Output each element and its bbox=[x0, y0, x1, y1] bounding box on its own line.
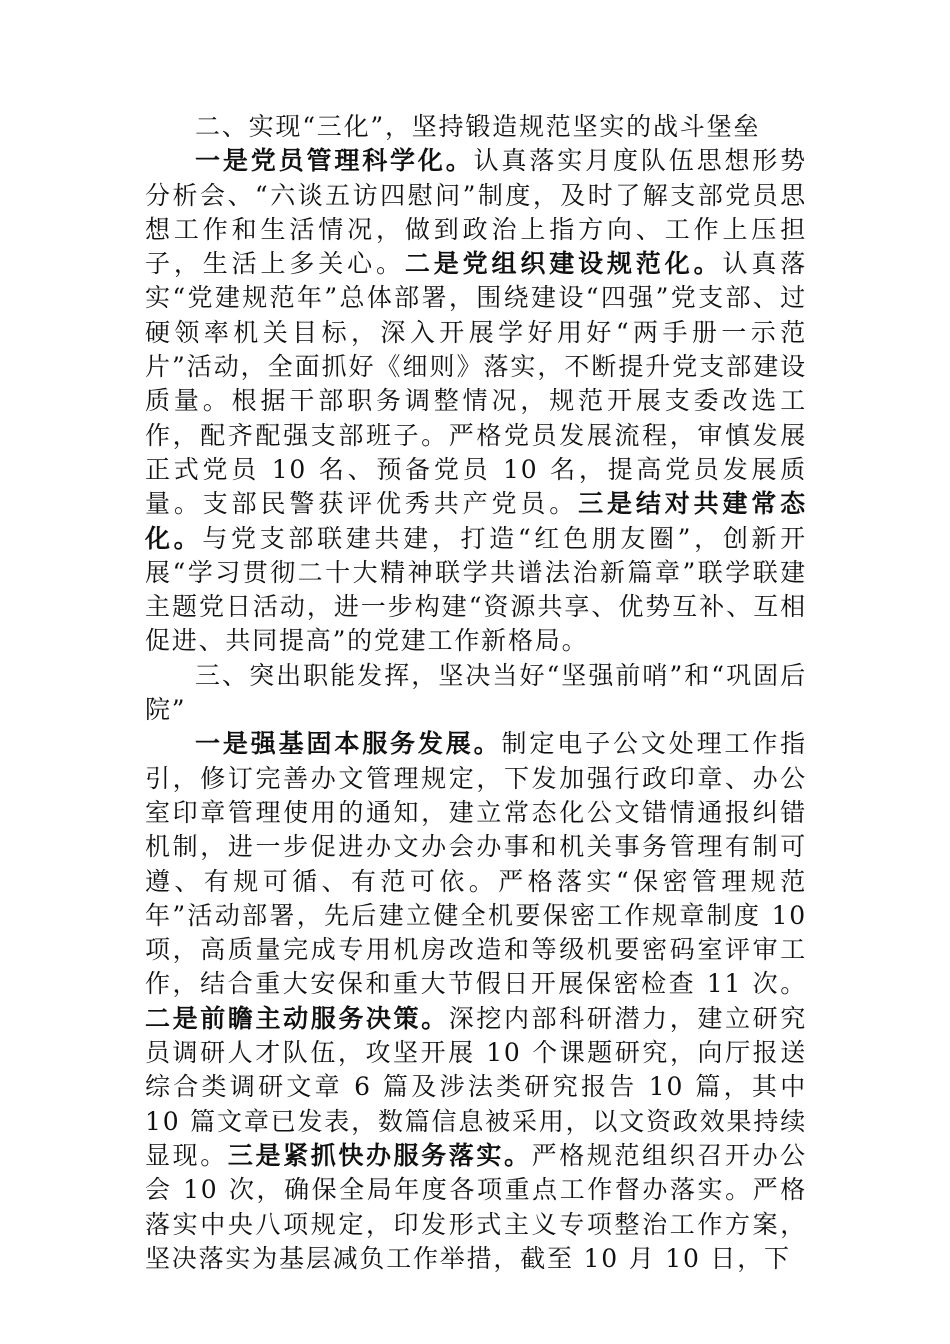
point-text: 严格规范组织召开办公会 10 次，确保全局年度各项重点工作督办落实。严格落实中央八项规定，印发形式主义专项整治工作方案，坚决落实为基层减负工作举措，截至 10 月 10 日，下 bbox=[145, 1140, 807, 1273]
document-page bbox=[145, 110, 807, 1276]
point-text: 与党支部联建共建，打造“红色朋友圈”，创新开展“学习贯彻二十大精神联学共谱法治新篇章”联学联建主题党日活动，进一步构建“资源共享、优势互补、互相促进、共同提高”的党建工作新格局。 bbox=[145, 523, 807, 656]
point-text: 认真落实“党建规范年”总体部署，围绕建设“四强”党支部、过硬领率机关目标，深入开展学好用好“两手册一示范片”活动，全面抓好《细则》落实，不断提升党支部建设质量。根据干部职务调整情况，规范开展支委改选工作，配齐配强支部班子。严格党员发展流程，审慎发展正式党员 10 名、预备党员 10 名，提高党员发展质量。支部民警获评优秀共产党员。 bbox=[145, 249, 807, 519]
point-title: 三是结对共建常态化。 bbox=[145, 489, 807, 553]
point-title: 一是党员管理科学化。 bbox=[195, 146, 474, 176]
point-title: 一是强基固本服务发展。 bbox=[195, 729, 502, 759]
section-heading: 三、突出职能发挥，坚决当好“坚强前哨”和“巩固后院” bbox=[145, 660, 807, 725]
section-heading: 二、实现“三化”，坚持锻造规范坚实的战斗堡垒 bbox=[195, 112, 761, 141]
point-title: 三是紧抓快办服务落实。 bbox=[227, 1140, 532, 1170]
point-title: 二是前瞻主动服务决策。 bbox=[145, 1003, 449, 1033]
point-text: 深挖内部科研潜力，建立研究员调研人才队伍，攻坚开展 10 个课题研究，向厅报送综合类调研文章 6 篇及涉法类研究报告 10 篇，其中 10 篇文章已发表，数篇信息被采用，以文资政效果持续显现。 bbox=[145, 1003, 807, 1170]
point-text: 制定电子公文处理工作指引，修订完善办文管理规定，下发加强行政印章、办公室印章管理使用的通知，建立常态化公文错情通报纠错机制，进一步促进办文办会办事和机关事务管理有制可遵、有规可循、有范可依。严格落实“保密管理规范年”活动部署，先后建立健全机要保密工作规章制度 10 项，高质量完成专用机房改造和等级机要密码室评审工作，结合重大安保和重大节假日开展保密检查 11 次。 bbox=[145, 729, 807, 999]
point-text: 认真落实月度队伍思想形势分析会、“六谈五访四慰问”制度，及时了解支部党员思想工作和生活情况，做到政治上指方向、工作上压担子，生活上多关心。 bbox=[145, 146, 807, 279]
body-paragraph bbox=[145, 727, 807, 1276]
body-paragraph bbox=[145, 144, 807, 658]
point-title: 二是党组织建设规范化。 bbox=[404, 249, 723, 279]
